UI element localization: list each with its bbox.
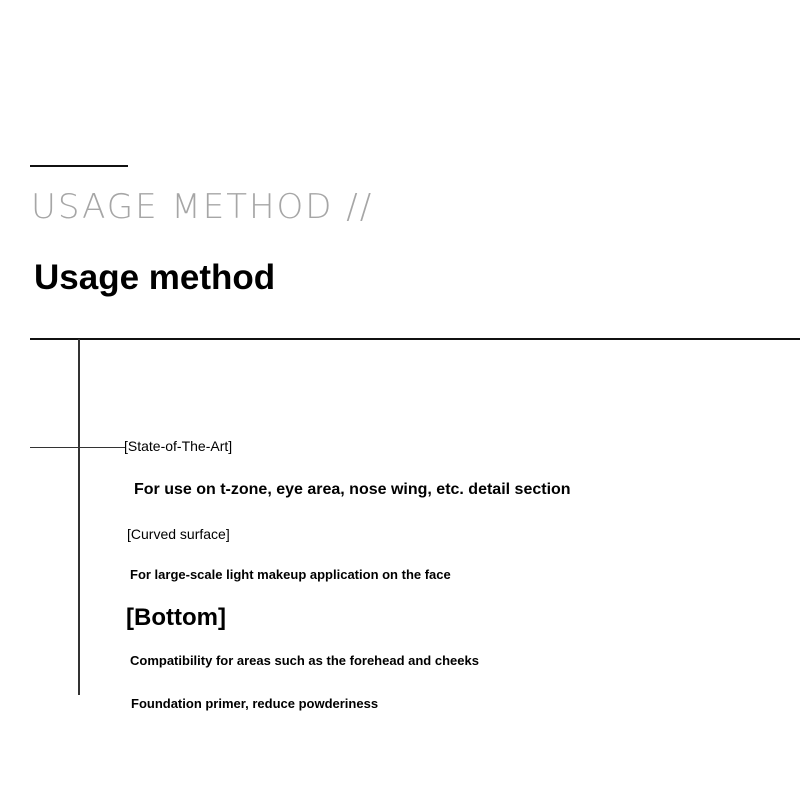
section-eyebrow: USAGE METHOD // — [31, 187, 374, 227]
header-accent-rule — [30, 165, 128, 167]
usage-description-large-scale: For large-scale light makeup application on the face — [130, 567, 451, 582]
usage-heading-state-of-the-art: [State-of-The-Art] — [124, 438, 233, 454]
section-divider — [30, 338, 800, 340]
usage-heading-bottom: [Bottom] — [126, 604, 226, 631]
usage-description-primer: Foundation primer, reduce powderiness — [131, 696, 379, 711]
page-title: Usage method — [34, 258, 276, 297]
timeline-marker-rule — [30, 447, 126, 448]
usage-description-detail: For use on t-zone, eye area, nose wing, etc. detail section — [134, 481, 571, 498]
usage-description-forehead-cheeks: Compatibility for areas such as the forehead and cheeks — [130, 653, 479, 668]
usage-heading-curved-surface: [Curved surface] — [127, 526, 230, 542]
timeline-vertical-rule — [78, 339, 80, 695]
